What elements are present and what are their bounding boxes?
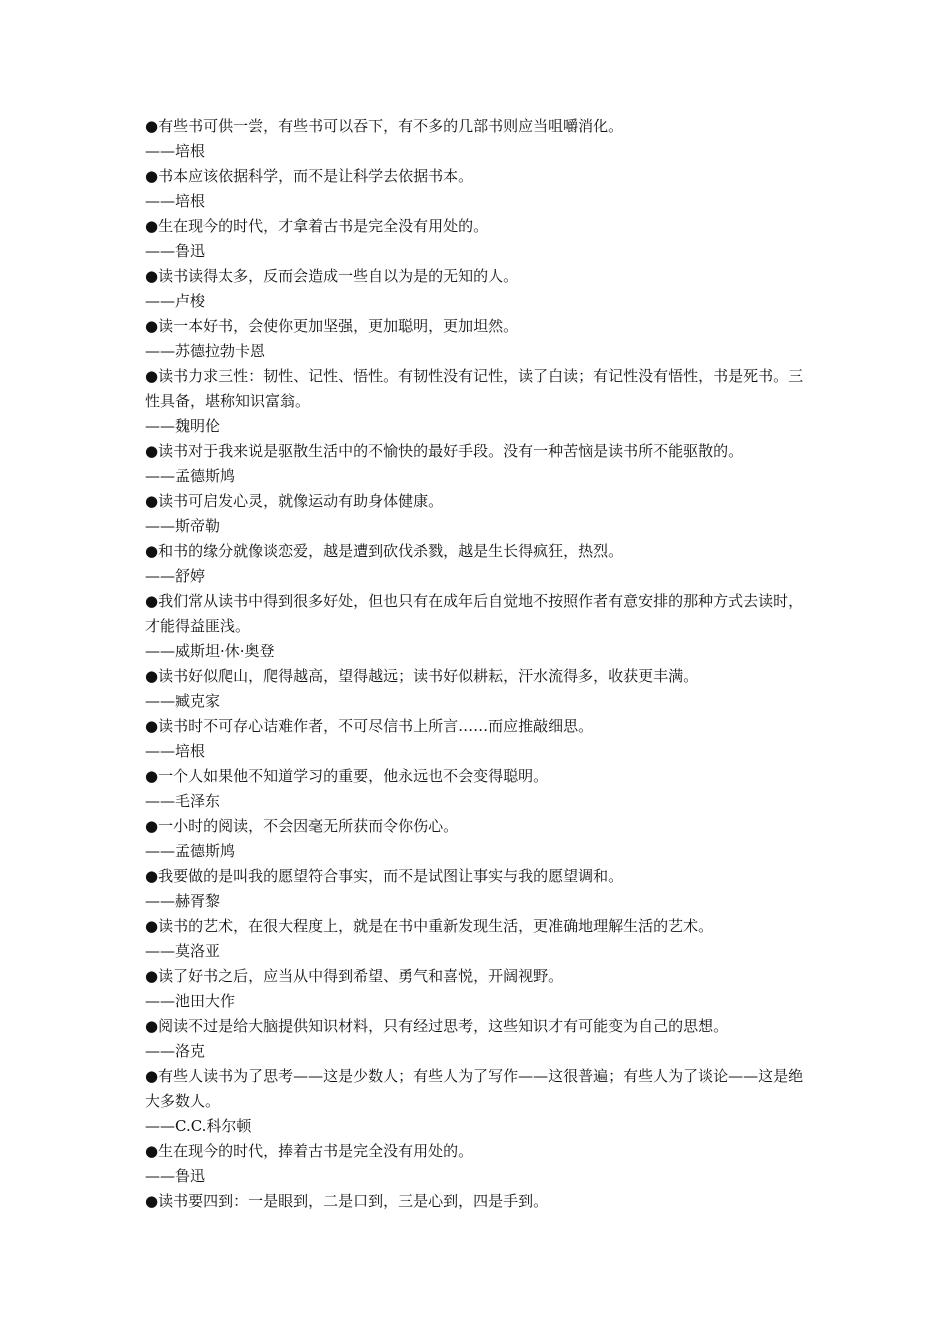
quote-text: ●我们常从读书中得到很多好处，但也只有在成年后自觉地不按照作者有意安排的那种方式去读时，才能得益匪浅。 [145, 592, 804, 635]
quote-item [145, 164, 813, 214]
quote-item [145, 364, 813, 439]
quote-author: ——孟德斯鸠 [145, 467, 236, 485]
quote-item [145, 1139, 813, 1189]
quote-author: ——毛泽东 [145, 792, 221, 810]
quote-author: ——池田大作 [145, 992, 236, 1010]
quote-text: ●读书时不可存心诘难作者，不可尽信书上所言……而应推敲细思。 [145, 717, 594, 735]
quote-item [145, 1014, 813, 1064]
quote-item [145, 714, 813, 764]
quote-item [145, 539, 813, 589]
quote-item [145, 864, 813, 914]
quote-item [145, 764, 813, 814]
quote-item [145, 114, 813, 164]
quote-text: ●读书可启发心灵，就像运动有助身体健康。 [145, 492, 444, 510]
quote-author: ——魏明伦 [145, 417, 221, 435]
quote-text: ●我要做的是叫我的愿望符合事实，而不是试图让事实与我的愿望调和。 [145, 867, 624, 885]
quote-text: ●读书要四到：一是眼到，二是口到，三是心到，四是手到。 [145, 1192, 549, 1210]
quote-text: ●有些人读书为了思考——这是少数人；有些人为了写作——这很普遍；有些人为了谈论——这是绝大多数人。 [145, 1067, 804, 1110]
quote-text: ●读一本好书，会使你更加坚强，更加聪明，更加坦然。 [145, 317, 519, 335]
quote-text: ●读书的艺术，在很大程度上，就是在书中重新发现生活，更准确地理解生活的艺术。 [145, 917, 714, 935]
quote-text: ●有些书可供一尝，有些书可以吞下，有不多的几部书则应当咀嚼消化。 [145, 117, 624, 135]
quote-text: ●读书好似爬山，爬得越高，望得越远；读书好似耕耘，汗水流得多，收获更丰满。 [145, 667, 699, 685]
quote-author: ——舒婷 [145, 567, 206, 585]
quote-item [145, 439, 813, 489]
quote-author: ——赫胥黎 [145, 892, 221, 910]
quote-item [145, 214, 813, 264]
quote-item [145, 814, 813, 864]
quote-author: ——苏德拉勃卡恩 [145, 342, 266, 360]
quote-item [145, 489, 813, 539]
quote-item [145, 664, 813, 714]
quote-author: ——C.C.科尔顿 [145, 1117, 252, 1135]
quote-text: ●阅读不过是给大脑提供知识材料，只有经过思考，这些知识才有可能变为自己的思想。 [145, 1017, 729, 1035]
quote-item [145, 964, 813, 1014]
quote-text: ●一个人如果他不知道学习的重要，他永远也不会变得聪明。 [145, 767, 549, 785]
quote-list [145, 114, 813, 1214]
quote-author: ——培根 [145, 192, 206, 210]
quote-item [145, 264, 813, 314]
quote-author: ——卢梭 [145, 292, 206, 310]
quote-author: ——培根 [145, 142, 206, 160]
quote-author: ——威斯坦·休·奥登 [145, 642, 275, 660]
quote-author: ——莫洛亚 [145, 942, 221, 960]
quote-item [145, 1189, 813, 1214]
quote-item [145, 914, 813, 964]
quote-author: ——孟德斯鸠 [145, 842, 236, 860]
quote-text: ●一小时的阅读，不会因毫无所获而令你伤心。 [145, 817, 459, 835]
quote-item [145, 314, 813, 364]
quote-text: ●书本应该依据科学，而不是让科学去依据书本。 [145, 167, 474, 185]
quote-text: ●读书对于我来说是驱散生活中的不愉快的最好手段。没有一种苦恼是读书所不能驱散的。 [145, 442, 744, 460]
quote-item [145, 589, 813, 664]
quote-author: ——洛克 [145, 1042, 206, 1060]
quote-text: ●和书的缘分就像谈恋爱，越是遭到砍伐杀戮，越是生长得疯狂，热烈。 [145, 542, 624, 560]
quote-text: ●读书力求三性：韧性、记性、悟性。有韧性没有记性，读了白读；有记性没有悟性，书是死书。三性具备，堪称知识富翁。 [145, 367, 804, 410]
quote-author: ——鲁迅 [145, 242, 206, 260]
quote-text: ●读了好书之后，应当从中得到希望、勇气和喜悦，开阔视野。 [145, 967, 564, 985]
quote-text: ●生在现今的时代，才拿着古书是完全没有用处的。 [145, 217, 489, 235]
quote-author: ——斯帝勒 [145, 517, 221, 535]
quote-item [145, 1064, 813, 1139]
quote-author: ——臧克家 [145, 692, 221, 710]
quote-text: ●读书读得太多，反而会造成一些自以为是的无知的人。 [145, 267, 519, 285]
quote-author: ——培根 [145, 742, 206, 760]
quote-author: ——鲁迅 [145, 1167, 206, 1185]
quote-text: ●生在现今的时代，捧着古书是完全没有用处的。 [145, 1142, 474, 1160]
